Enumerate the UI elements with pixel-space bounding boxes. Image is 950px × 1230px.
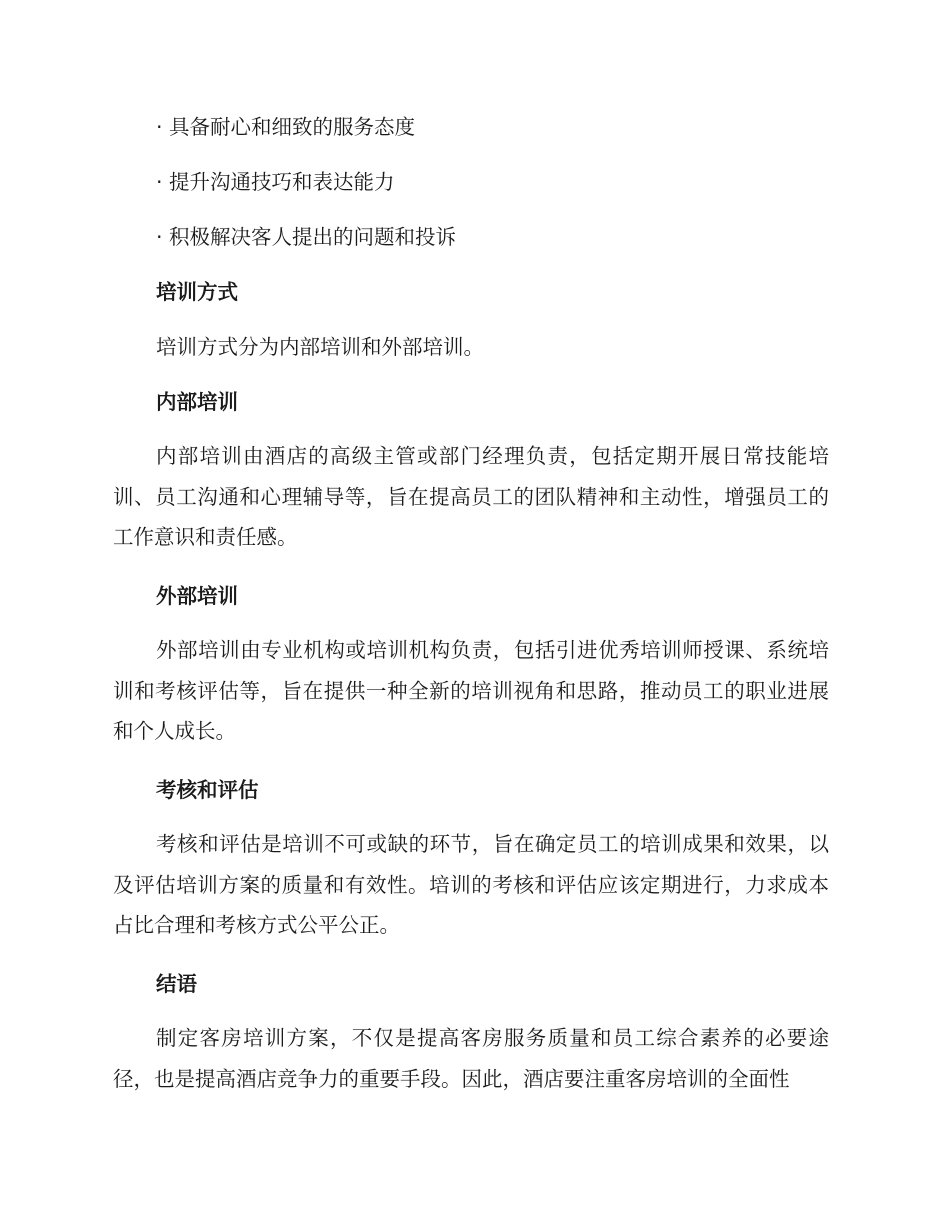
heading-training-methods: 培训方式 [156,280,238,304]
heading-conclusion: 结语 [156,972,197,996]
bullet-item-complaints: · 积极解决客人提出的问题和投诉 [156,225,457,249]
heading-external-training: 外部培训 [156,584,238,608]
paragraph-external-training: 外部培训由专业机构或培训机构负责，包括引进优秀培训师授课、系统培训和考核评估等，旨在提供一种全新的培训视角和思路，推动员工的职业进展和个人成长。 [113,638,829,743]
heading-internal-training: 内部培训 [156,390,238,414]
paragraph-conclusion: 制定客房培训方案，不仅是提高客房服务质量和员工综合素养的必要途径，也是提高酒店竞争力的重要手段。因此，酒店要注重客房培训的全面性 [113,1026,829,1091]
paragraph-assessment: 考核和评估是培训不可或缺的环节，旨在确定员工的培训成果和效果，以及评估培训方案的质量和有效性。培训的考核和评估应该定期进行，力求成本占比合理和考核方式公平公正。 [113,832,829,937]
paragraph-internal-training: 内部培训由酒店的高级主管或部门经理负责，包括定期开展日常技能培训、员工沟通和心理辅导等，旨在提高员工的团队精神和主动性，增强员工的工作意识和责任感。 [113,444,829,549]
heading-assessment: 考核和评估 [156,778,259,802]
bullet-item-patience: · 具备耐心和细致的服务态度 [156,115,416,139]
bullet-item-communication: · 提升沟通技巧和表达能力 [156,170,395,194]
paragraph-training-methods: 培训方式分为内部培训和外部培训。 [156,335,484,359]
